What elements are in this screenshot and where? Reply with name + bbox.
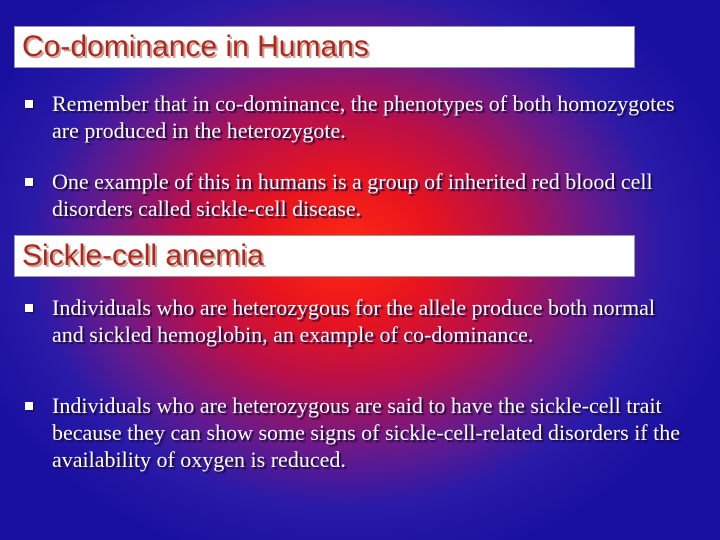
bullet-text-2: One example of this in humans is a group of inherited red blood cell disorders called sickle-cell disease. — [52, 169, 653, 221]
square-bullet-icon — [25, 304, 33, 312]
section-title-sickle-cell: Sickle-cell anemia — [22, 239, 264, 272]
square-bullet-icon — [25, 100, 33, 108]
square-bullet-icon — [25, 402, 33, 410]
section-title-box-co-dominance — [14, 26, 635, 68]
bullet-text-4: Individuals who are heterozygous are said to have the sickle-cell trait because they can show some signs of sickle-cell-related disorders if the availability of oxygen is reduced. — [52, 393, 681, 472]
bullet-text-3: Individuals who are heterozygous for the allele produce both normal and sickled hemoglobin, an example of co-dominance. — [52, 295, 655, 347]
section-title-box-sickle-cell — [14, 235, 635, 277]
section-title-co-dominance: Co-dominance in Humans — [22, 30, 369, 63]
bullet-text-1: Remember that in co-dominance, the phenotypes of both homozygotes are produced in the heterozygote. — [52, 91, 675, 143]
square-bullet-icon — [25, 178, 33, 186]
